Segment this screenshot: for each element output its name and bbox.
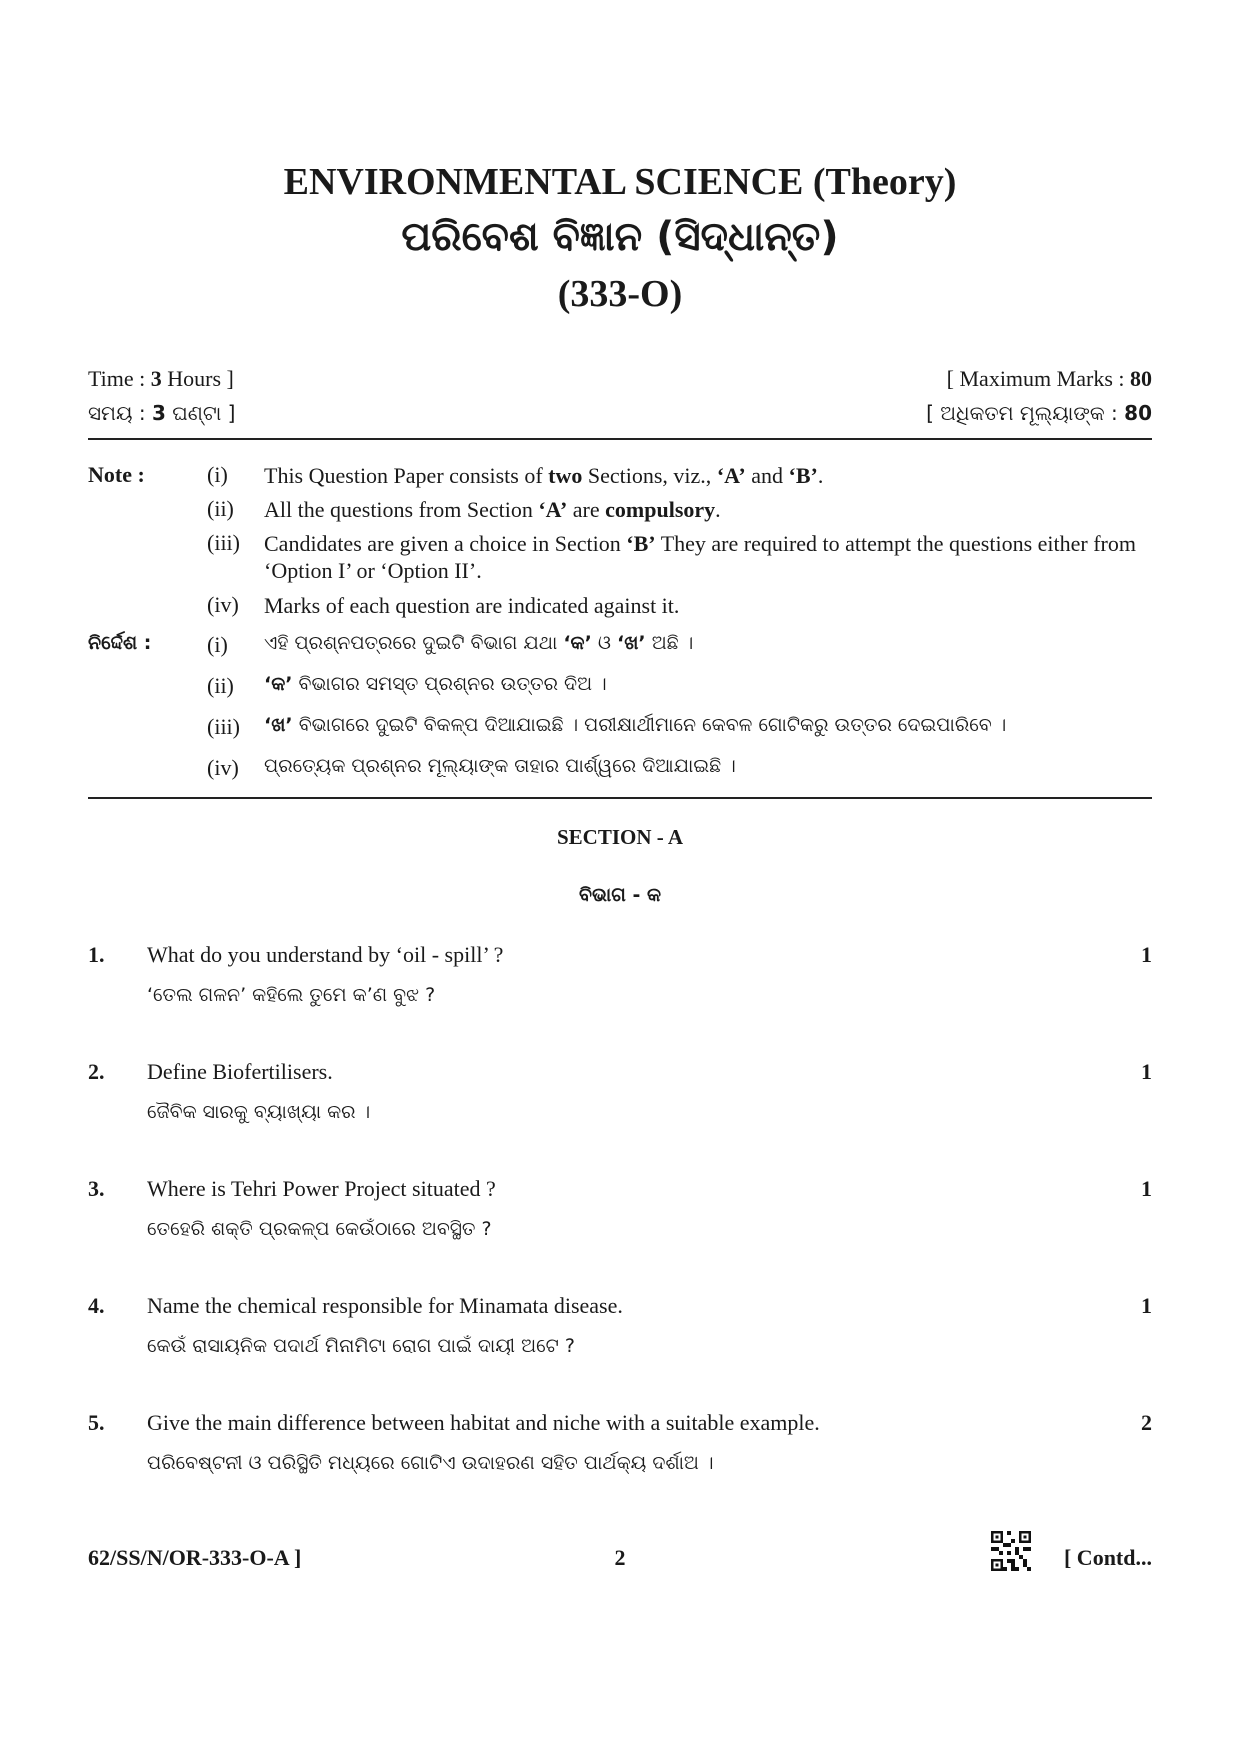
note-item [264, 530, 1154, 584]
note-text: They are required to attempt the questions either from ‘Option I’ or ‘Option II’. [264, 531, 1136, 583]
note-text: and [745, 463, 789, 488]
note-text: . [715, 497, 721, 522]
question-text: Where is Tehri Power Project situated ? [147, 1176, 496, 1201]
note-emphasis: ‘ଖ’ [617, 632, 646, 654]
page-number: 2 [614, 1545, 626, 1570]
question-text: Give the main difference between habitat and niche with a suitable example. [147, 1410, 820, 1435]
question-text-odia: କେଉଁ ରାସାୟନିକ ପଦାର୍ଥ ମିନାମିଟା ରୋଗ ପାଇଁ ଦାୟୀ ଅଟେ ? [147, 1335, 575, 1357]
question-marks: 2 [1141, 1410, 1152, 1435]
section-title: SECTION - A [556, 825, 684, 849]
note-num: (iv) [207, 592, 239, 617]
note-label: Note : [88, 462, 145, 487]
note-num: (ii) [207, 496, 234, 521]
note-item-odia [264, 673, 1164, 695]
note-emphasis: ‘ଖ’ [264, 714, 293, 736]
note-text: . [817, 463, 824, 488]
time-value: 3 [150, 366, 162, 391]
note-text: ଓ [591, 632, 617, 654]
note-label-odia: ନିର୍ଦ୍ଦେଶ : [88, 632, 152, 654]
marks-line-odia [926, 401, 1152, 425]
question-text-odia: ‘ତେଲ ଗଳନ’ କହିଲେ ତୁମେ କ’ଣ ବୁଝ ? [147, 984, 436, 1006]
question-text-odia: ତେହେରି ଶକ୍ତି ପ୍ରକଳ୍ପ କେଉଁଠାରେ ଅବସ୍ଥିତ ? [147, 1218, 492, 1240]
marks-value-odia: 80 [1124, 401, 1152, 425]
question-text-odia: ପରିବେଷ୍ଟନୀ ଓ ପରିସ୍ଥିତି ମଧ୍ୟରେ ଗୋଟିଏ ଉଦାହରଣ ସହିତ ପାର୍ଥକ୍ୟ ଦର୍ଶାଅ । [147, 1452, 714, 1474]
note-emphasis: ‘B’ [788, 463, 818, 488]
marks-label: [ Maximum Marks : [946, 366, 1130, 391]
note-text: are [567, 497, 606, 522]
question-number: 1. [88, 942, 105, 967]
time-line-odia [88, 401, 235, 425]
header-divider [88, 438, 1152, 440]
time-value-odia: 3 [151, 401, 166, 425]
note-text: Candidates are given a choice in Section [264, 531, 627, 556]
time-label-odia: ସମୟ : [88, 401, 152, 425]
note-emphasis: ‘A’ [538, 497, 568, 522]
title-odia: ପରିବେଶ ବିଜ୍ଞାନ (ସିଦ୍ଧାନ୍ତ) [401, 214, 839, 260]
note-emphasis: compulsory [605, 497, 716, 522]
note-text: Marks of each question are indicated against it. [264, 593, 680, 618]
continued-label: [ Contd... [1063, 1545, 1152, 1570]
question-number: 2. [88, 1059, 105, 1084]
note-emphasis: two [548, 463, 583, 488]
note-divider [88, 797, 1152, 799]
question-marks: 1 [1141, 1059, 1152, 1084]
note-num: (iii) [207, 530, 240, 555]
question-marks: 1 [1141, 1293, 1152, 1318]
question-text-odia: ଜୈବିକ ସାରକୁ ବ୍ୟାଖ୍ୟା କର । [147, 1101, 371, 1123]
question-marks: 1 [1141, 1176, 1152, 1201]
question-number: 5. [88, 1410, 105, 1435]
question-number: 3. [88, 1176, 105, 1201]
subject-code: (333-O) [557, 273, 683, 315]
time-label: Time : [88, 366, 151, 391]
paper-code: 62/SS/N/OR-333-O-A ] [88, 1545, 302, 1570]
note-emphasis: ‘B’ [626, 531, 656, 556]
note-num: (iv) [207, 755, 239, 780]
note-item [264, 496, 1154, 523]
note-text: ପ୍ରତ୍ୟେକ ପ୍ରଶ୍ନର ମୂଲ୍ୟାଙ୍କ ତାହାର ପାର୍ଶ୍ୱରେ ଦିଆଯାଇଛି । [264, 755, 736, 777]
time-line [88, 366, 234, 392]
section-title-odia: ବିଭାଗ - କ [579, 884, 661, 906]
note-text: ଅଛି । [645, 632, 694, 654]
note-item-odia [264, 714, 1164, 736]
qr-code-icon [991, 1531, 1031, 1571]
question-marks: 1 [1141, 942, 1152, 967]
marks-value: 80 [1130, 366, 1152, 391]
question-number: 4. [88, 1293, 105, 1318]
note-num: (ii) [207, 673, 234, 698]
note-text: ବିଭାଗରେ ଦୁଇଟି ବିକଳ୍ପ ଦିଆଯାଇଛି । ପରୀକ୍ଷାର୍ଥୀମାନେ କେବଳ ଗୋଟିକରୁ ଉତ୍ତର ଦେଇପାରିବେ । [292, 714, 1007, 736]
note-text: All the questions from Section [264, 497, 539, 522]
marks-label-odia: [ ଅଧିକତମ ମୂଲ୍ୟାଙ୍କ : [926, 401, 1125, 425]
note-num: (iii) [207, 714, 240, 739]
question-text: What do you understand by ‘oil - spill’ ? [147, 942, 504, 967]
title-english: ENVIRONMENTAL SCIENCE (Theory) [283, 161, 957, 203]
note-item [264, 462, 1154, 489]
note-text: Sections, viz., [582, 463, 717, 488]
note-emphasis: ‘କ’ [563, 632, 592, 654]
time-unit: Hours ] [161, 366, 234, 391]
note-emphasis: ‘A’ [716, 463, 746, 488]
time-unit-odia: ଘଣ୍ଟା ] [165, 401, 236, 425]
note-text: ବିଭାଗର ସମସ୍ତ ପ୍ରଶ୍ନର ଉତ୍ତର ଦିଅ । [292, 673, 607, 695]
note-text: This Question Paper consists of [264, 463, 549, 488]
note-item-odia [264, 755, 1164, 777]
note-item-odia [264, 632, 1164, 654]
note-num: (i) [207, 462, 228, 487]
question-text: Name the chemical responsible for Minamata disease. [147, 1293, 623, 1318]
note-num: (i) [207, 632, 228, 657]
note-emphasis: ‘କ’ [264, 673, 293, 695]
note-text: ଏହି ପ୍ରଶ୍ନପତ୍ରରେ ଦୁଇଟି ବିଭାଗ ଯଥା [264, 632, 564, 654]
marks-line [947, 366, 1152, 392]
question-text: Define Biofertilisers. [147, 1059, 333, 1084]
note-item [264, 592, 1154, 619]
